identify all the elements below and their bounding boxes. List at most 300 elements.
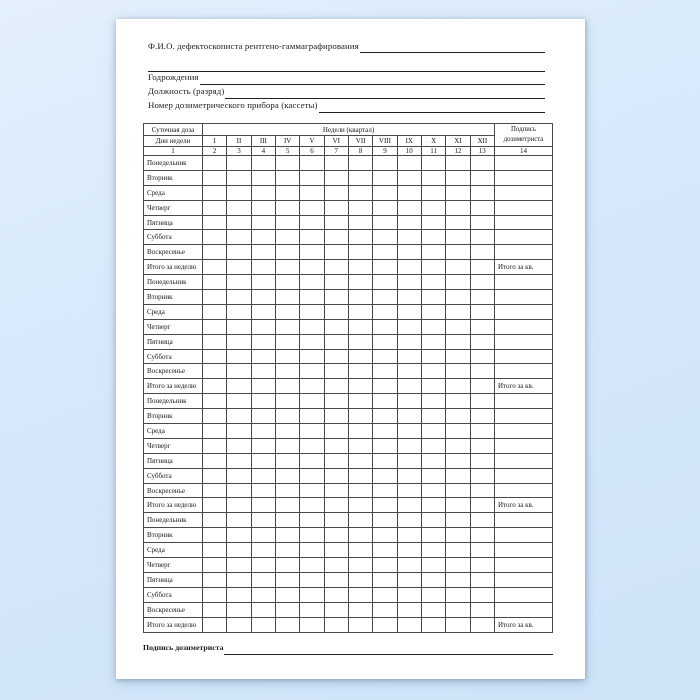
dose-cell xyxy=(251,424,275,439)
dose-cell xyxy=(470,245,494,260)
weekly-total-row xyxy=(144,498,553,513)
quarter-total-cell: Итого за кв. xyxy=(495,379,553,394)
dose-cell xyxy=(470,290,494,305)
day-row xyxy=(144,513,553,528)
dose-cell xyxy=(251,260,275,275)
field-birth-year-blank xyxy=(200,72,545,85)
dose-cell xyxy=(348,558,372,573)
signature-cell xyxy=(495,453,553,468)
dose-cell xyxy=(227,304,251,319)
dose-cell xyxy=(446,170,470,185)
column-number-cell: 2 xyxy=(203,147,227,156)
dose-cell xyxy=(251,468,275,483)
quarter-total-cell: Итого за кв. xyxy=(495,498,553,513)
field-birth-year xyxy=(148,72,545,86)
dose-cell xyxy=(300,349,324,364)
dose-cell xyxy=(373,319,397,334)
day-label-cell: Среда xyxy=(144,424,203,439)
day-label-cell: Воскресенье xyxy=(144,602,203,617)
dose-cell xyxy=(470,304,494,319)
dose-cell xyxy=(227,453,251,468)
dose-cell xyxy=(203,409,227,424)
dose-cell xyxy=(251,170,275,185)
dose-cell xyxy=(470,170,494,185)
dose-cell xyxy=(421,394,445,409)
weekly-total-label-cell: Итого за неделю xyxy=(144,260,203,275)
dose-cell xyxy=(446,215,470,230)
dose-cell xyxy=(251,409,275,424)
dose-cell xyxy=(203,453,227,468)
dose-cell xyxy=(446,528,470,543)
dose-cell xyxy=(203,468,227,483)
signature-cell xyxy=(495,319,553,334)
dose-cell xyxy=(275,543,299,558)
signature-cell xyxy=(495,409,553,424)
dose-cell xyxy=(421,319,445,334)
dose-cell xyxy=(397,215,421,230)
dose-cell xyxy=(300,438,324,453)
dose-cell xyxy=(348,468,372,483)
dose-cell xyxy=(227,230,251,245)
dose-cell xyxy=(373,170,397,185)
dose-cell xyxy=(373,230,397,245)
header-days-of-week: Дни недели xyxy=(144,136,203,147)
day-label-cell: Пятница xyxy=(144,334,203,349)
dose-cell xyxy=(203,364,227,379)
dose-cell xyxy=(397,558,421,573)
dose-cell xyxy=(324,319,348,334)
dose-cell xyxy=(251,513,275,528)
week-numeral-cell: XI xyxy=(446,136,470,147)
day-label-cell: Четверг xyxy=(144,319,203,334)
dose-cell xyxy=(470,558,494,573)
dose-cell xyxy=(348,438,372,453)
signature-cell xyxy=(495,275,553,290)
dose-cell xyxy=(324,379,348,394)
dose-cell xyxy=(446,394,470,409)
signature-cell xyxy=(495,513,553,528)
dose-cell xyxy=(300,468,324,483)
dose-cell xyxy=(227,245,251,260)
day-label-cell: Суббота xyxy=(144,230,203,245)
signature-cell xyxy=(495,528,553,543)
day-label-cell: Вторник xyxy=(144,528,203,543)
dose-cell xyxy=(275,170,299,185)
dose-cell xyxy=(421,185,445,200)
dose-cell xyxy=(300,245,324,260)
dose-cell xyxy=(348,498,372,513)
dose-cell xyxy=(275,424,299,439)
dose-cell xyxy=(324,215,348,230)
dose-cell xyxy=(324,409,348,424)
dose-cell xyxy=(203,572,227,587)
dose-cell xyxy=(470,453,494,468)
dose-cell xyxy=(275,572,299,587)
dose-cell xyxy=(251,558,275,573)
dose-cell xyxy=(348,334,372,349)
dose-cell xyxy=(324,572,348,587)
dose-cell xyxy=(324,617,348,632)
dose-cell xyxy=(348,364,372,379)
weekly-total-row xyxy=(144,260,553,275)
dose-cell xyxy=(203,319,227,334)
dose-table-body xyxy=(144,156,553,633)
dose-cell xyxy=(421,170,445,185)
weekly-total-label-cell: Итого за неделю xyxy=(144,379,203,394)
dose-cell xyxy=(421,468,445,483)
quarter-total-cell: Итого за кв. xyxy=(495,260,553,275)
dose-cell xyxy=(227,170,251,185)
dose-cell xyxy=(251,587,275,602)
dose-cell xyxy=(203,394,227,409)
dose-cell xyxy=(275,468,299,483)
dose-cell xyxy=(446,468,470,483)
dose-cell xyxy=(421,364,445,379)
dose-cell xyxy=(373,483,397,498)
dose-cell xyxy=(227,260,251,275)
dose-cell xyxy=(203,156,227,171)
dose-cell xyxy=(324,483,348,498)
day-row xyxy=(144,587,553,602)
dose-cell xyxy=(324,245,348,260)
dose-cell xyxy=(373,379,397,394)
week-numerals-row xyxy=(144,136,553,147)
dose-cell xyxy=(421,513,445,528)
column-number-cell: 12 xyxy=(446,147,470,156)
dose-cell xyxy=(275,230,299,245)
signature-cell xyxy=(495,587,553,602)
dose-cell xyxy=(421,260,445,275)
dose-cell xyxy=(251,394,275,409)
dose-cell xyxy=(324,275,348,290)
dose-cell xyxy=(470,319,494,334)
column-number-cell: 1 xyxy=(144,147,203,156)
dose-cell xyxy=(275,602,299,617)
dose-cell xyxy=(373,200,397,215)
dose-cell xyxy=(275,587,299,602)
dose-cell xyxy=(203,334,227,349)
dose-cell xyxy=(324,349,348,364)
dose-cell xyxy=(470,334,494,349)
dose-cell xyxy=(227,349,251,364)
dose-table-head xyxy=(144,124,553,156)
footer-signature xyxy=(143,643,553,656)
dose-cell xyxy=(324,170,348,185)
dose-cell xyxy=(397,260,421,275)
dose-cell xyxy=(203,498,227,513)
footer-signature-blank xyxy=(224,643,553,655)
dose-cell xyxy=(373,260,397,275)
dose-cell xyxy=(397,319,421,334)
dose-cell xyxy=(373,334,397,349)
dose-cell xyxy=(324,602,348,617)
week-numeral-cell: V xyxy=(300,136,324,147)
dose-cell xyxy=(300,602,324,617)
dose-cell xyxy=(324,334,348,349)
dose-cell xyxy=(324,587,348,602)
dose-cell xyxy=(421,245,445,260)
dose-cell xyxy=(227,513,251,528)
day-row xyxy=(144,185,553,200)
signature-cell xyxy=(495,602,553,617)
dose-cell xyxy=(251,379,275,394)
dose-cell xyxy=(348,349,372,364)
dose-cell xyxy=(397,379,421,394)
dose-cell xyxy=(227,394,251,409)
dose-cell xyxy=(300,156,324,171)
dose-cell xyxy=(397,528,421,543)
day-row xyxy=(144,483,553,498)
dose-cell xyxy=(373,587,397,602)
dose-cell xyxy=(446,602,470,617)
dose-cell xyxy=(251,319,275,334)
dose-cell xyxy=(300,260,324,275)
signature-cell xyxy=(495,215,553,230)
dose-cell xyxy=(446,513,470,528)
day-row xyxy=(144,230,553,245)
dose-cell xyxy=(397,409,421,424)
dose-cell xyxy=(470,349,494,364)
dose-cell xyxy=(421,483,445,498)
dose-cell xyxy=(446,349,470,364)
dose-cell xyxy=(300,215,324,230)
day-row xyxy=(144,275,553,290)
signature-cell xyxy=(495,558,553,573)
dose-cell xyxy=(300,528,324,543)
column-number-cell: 6 xyxy=(300,147,324,156)
day-row xyxy=(144,528,553,543)
dose-cell xyxy=(275,453,299,468)
dose-cell xyxy=(421,379,445,394)
dose-cell xyxy=(275,513,299,528)
dose-cell xyxy=(348,483,372,498)
dose-cell xyxy=(227,185,251,200)
dose-cell xyxy=(227,424,251,439)
signature-cell xyxy=(495,572,553,587)
dose-cell xyxy=(251,498,275,513)
day-row xyxy=(144,156,553,171)
dose-cell xyxy=(373,558,397,573)
column-number-cell: 5 xyxy=(275,147,299,156)
dose-cell xyxy=(348,215,372,230)
dose-cell xyxy=(275,349,299,364)
dose-cell xyxy=(397,290,421,305)
day-row xyxy=(144,334,553,349)
dose-cell xyxy=(275,185,299,200)
dose-cell xyxy=(275,394,299,409)
dose-cell xyxy=(348,275,372,290)
dose-cell xyxy=(300,558,324,573)
dose-cell xyxy=(470,572,494,587)
dose-cell xyxy=(373,245,397,260)
dose-cell xyxy=(203,513,227,528)
dose-cell xyxy=(251,304,275,319)
dose-cell xyxy=(421,230,445,245)
dose-cell xyxy=(227,558,251,573)
week-numeral-cell: II xyxy=(227,136,251,147)
dose-cell xyxy=(421,200,445,215)
dose-cell xyxy=(300,304,324,319)
field-birth-year-label: Годрождения xyxy=(148,72,199,82)
day-row xyxy=(144,543,553,558)
dose-cell xyxy=(397,543,421,558)
dose-cell xyxy=(324,453,348,468)
dose-cell xyxy=(348,453,372,468)
dose-cell xyxy=(203,230,227,245)
column-number-cell: 4 xyxy=(251,147,275,156)
field-position-blank xyxy=(225,86,545,99)
dose-cell xyxy=(421,275,445,290)
dose-cell xyxy=(421,349,445,364)
week-numeral-cell: IV xyxy=(275,136,299,147)
dose-cell xyxy=(275,290,299,305)
dose-cell xyxy=(348,602,372,617)
dose-cell xyxy=(275,558,299,573)
dose-cell xyxy=(300,379,324,394)
dose-cell xyxy=(324,424,348,439)
dose-cell xyxy=(348,319,372,334)
dose-table xyxy=(143,123,553,633)
dose-cell xyxy=(300,364,324,379)
field-device-number xyxy=(148,100,545,114)
dose-cell xyxy=(203,215,227,230)
dose-cell xyxy=(446,334,470,349)
day-row xyxy=(144,215,553,230)
signature-cell xyxy=(495,185,553,200)
dose-cell xyxy=(470,424,494,439)
dose-cell xyxy=(227,617,251,632)
header-weeks-quarter: Недели (квартал) xyxy=(203,124,495,136)
dose-cell xyxy=(373,602,397,617)
dose-cell xyxy=(348,230,372,245)
day-row xyxy=(144,304,553,319)
dose-cell xyxy=(251,617,275,632)
dose-cell xyxy=(348,424,372,439)
dose-cell xyxy=(373,290,397,305)
day-label-cell: Четверг xyxy=(144,438,203,453)
day-label-cell: Четверг xyxy=(144,200,203,215)
dose-cell xyxy=(324,513,348,528)
dose-cell xyxy=(251,200,275,215)
dose-cell xyxy=(275,200,299,215)
dose-cell xyxy=(324,230,348,245)
dose-cell xyxy=(470,617,494,632)
dose-cell xyxy=(227,438,251,453)
title-blank-line xyxy=(360,41,545,53)
dose-cell xyxy=(275,498,299,513)
column-number-cell: 9 xyxy=(373,147,397,156)
signature-cell xyxy=(495,230,553,245)
dose-cell xyxy=(348,409,372,424)
dose-cell xyxy=(203,543,227,558)
weekly-total-label-cell: Итого за неделю xyxy=(144,498,203,513)
dose-cell xyxy=(373,275,397,290)
dose-cell xyxy=(397,185,421,200)
day-label-cell: Понедельник xyxy=(144,156,203,171)
dose-cell xyxy=(348,617,372,632)
dose-cell xyxy=(470,215,494,230)
dose-cell xyxy=(373,349,397,364)
dose-cell xyxy=(470,438,494,453)
dose-cell xyxy=(373,394,397,409)
day-row xyxy=(144,245,553,260)
day-label-cell: Воскресенье xyxy=(144,483,203,498)
dose-cell xyxy=(348,513,372,528)
dose-cell xyxy=(446,453,470,468)
dose-cell xyxy=(348,587,372,602)
day-row xyxy=(144,558,553,573)
dose-cell xyxy=(421,438,445,453)
title-line xyxy=(148,41,545,54)
dose-cell xyxy=(251,602,275,617)
dose-cell xyxy=(373,438,397,453)
dose-cell xyxy=(227,498,251,513)
dose-cell xyxy=(470,602,494,617)
dose-cell xyxy=(421,528,445,543)
dose-cell xyxy=(446,260,470,275)
dose-cell xyxy=(324,438,348,453)
dose-cell xyxy=(275,156,299,171)
dose-cell xyxy=(373,156,397,171)
signature-cell xyxy=(495,304,553,319)
dose-cell xyxy=(203,260,227,275)
signature-cell xyxy=(495,364,553,379)
signature-cell xyxy=(495,394,553,409)
dose-cell xyxy=(348,200,372,215)
dose-cell xyxy=(397,438,421,453)
dose-cell xyxy=(251,156,275,171)
dose-cell xyxy=(203,617,227,632)
quarter-total-cell: Итого за кв. xyxy=(495,617,553,632)
dose-cell xyxy=(470,260,494,275)
dose-cell xyxy=(203,185,227,200)
dose-cell xyxy=(300,617,324,632)
dose-cell xyxy=(446,572,470,587)
dose-cell xyxy=(227,572,251,587)
dose-cell xyxy=(373,304,397,319)
week-numeral-cell: VI xyxy=(324,136,348,147)
dose-cell xyxy=(324,185,348,200)
day-label-cell: Среда xyxy=(144,543,203,558)
signature-cell xyxy=(495,349,553,364)
dose-cell xyxy=(275,438,299,453)
dose-cell xyxy=(251,438,275,453)
dose-cell xyxy=(300,424,324,439)
dose-cell xyxy=(324,528,348,543)
dose-cell xyxy=(421,424,445,439)
dose-cell xyxy=(397,349,421,364)
dose-cell xyxy=(421,290,445,305)
dose-cell xyxy=(348,379,372,394)
dose-cell xyxy=(397,602,421,617)
dose-cell xyxy=(275,245,299,260)
dose-cell xyxy=(275,275,299,290)
dose-cell xyxy=(348,290,372,305)
dose-cell xyxy=(227,156,251,171)
day-row xyxy=(144,453,553,468)
dose-cell xyxy=(421,602,445,617)
dose-cell xyxy=(324,156,348,171)
field-position xyxy=(148,86,545,100)
day-label-cell: Вторник xyxy=(144,170,203,185)
day-label-cell: Среда xyxy=(144,304,203,319)
day-row xyxy=(144,424,553,439)
dose-cell xyxy=(446,558,470,573)
day-row xyxy=(144,200,553,215)
dose-cell xyxy=(203,245,227,260)
day-row xyxy=(144,468,553,483)
dose-cell xyxy=(324,558,348,573)
